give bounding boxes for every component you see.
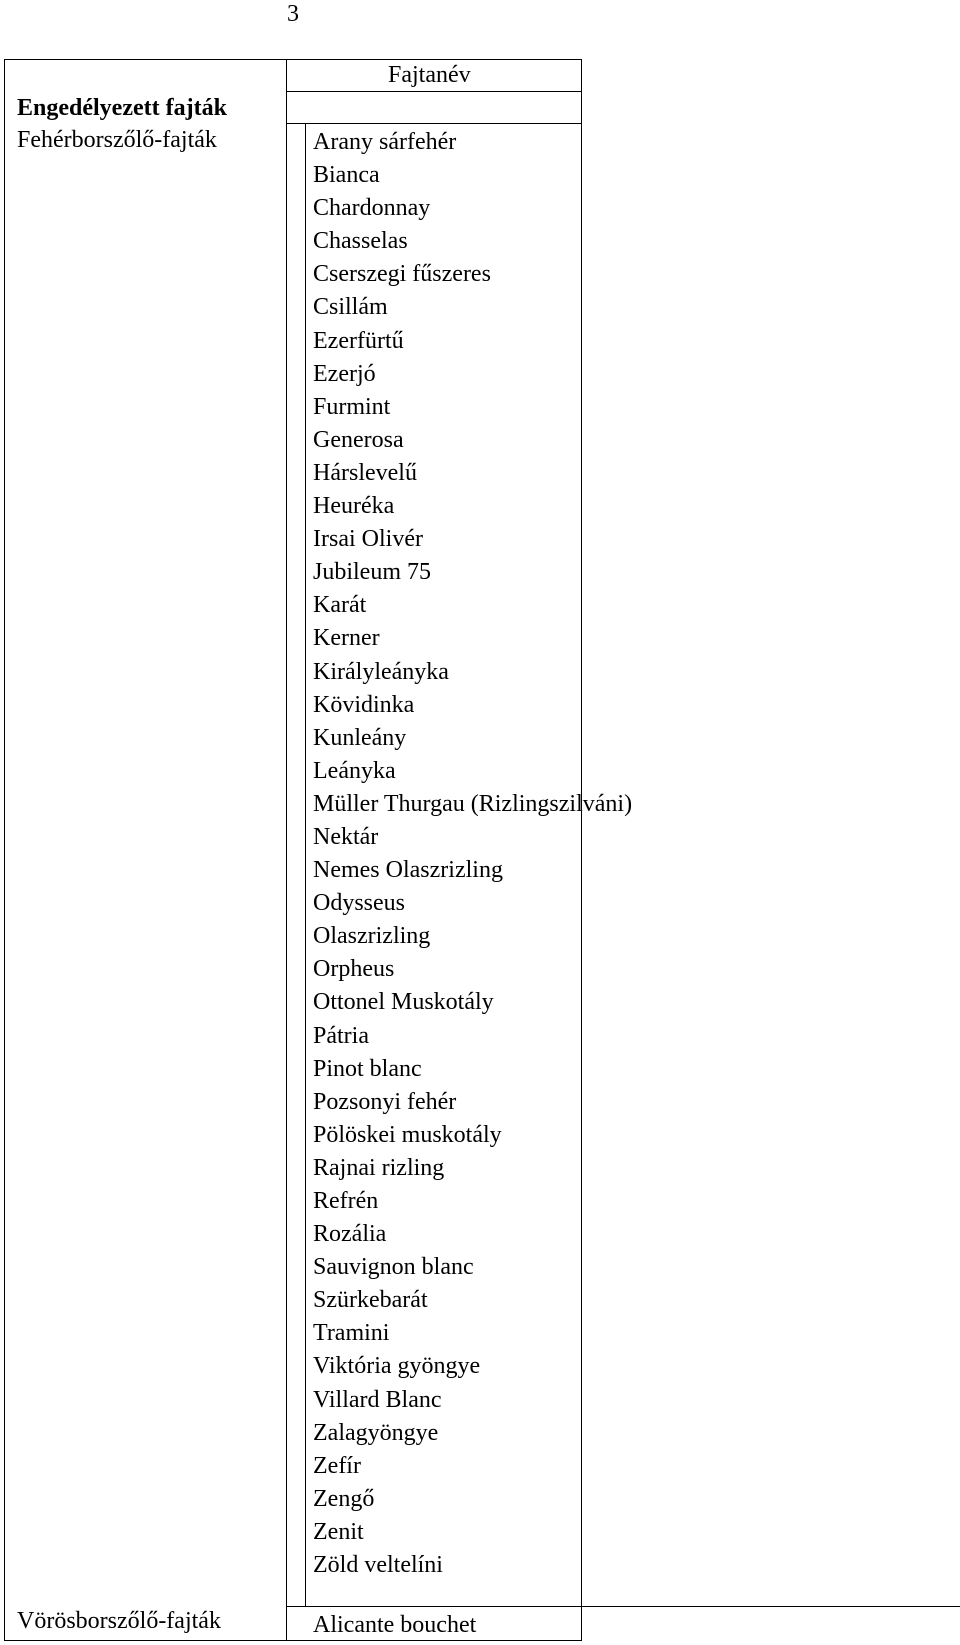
white-variety-list xyxy=(313,126,632,1582)
section-title: Engedélyezett fajták xyxy=(17,95,227,121)
white-group-label: Fehérborszőlő-fajták xyxy=(17,127,217,153)
white-variety-item: Chardonnay xyxy=(313,195,431,222)
white-variety-item: Szürkebarát xyxy=(313,1287,428,1314)
white-variety-item: Irsai Olivér xyxy=(313,526,423,553)
white-variety-item: Rajnai rizling xyxy=(313,1154,445,1181)
white-variety-item: Nemes Olaszrizling xyxy=(313,857,503,884)
white-variety-item: Olaszrizling xyxy=(313,923,431,950)
white-variety-item: Sauvignon blanc xyxy=(313,1254,474,1281)
white-variety-item: Zalagyöngye xyxy=(313,1419,439,1446)
white-variety-item: Ezerfürtű xyxy=(313,327,404,354)
white-variety-item: Pátria xyxy=(313,1022,369,1049)
white-variety-item: Ottonel Muskotály xyxy=(313,989,494,1016)
group-separator-rule xyxy=(286,1606,960,1607)
white-variety-item: Nektár xyxy=(313,823,379,850)
white-variety-item: Pölöskei muskotály xyxy=(313,1121,502,1148)
header-rule-top xyxy=(286,91,582,92)
white-variety-item: Kunleány xyxy=(313,724,407,751)
white-variety-item: Cserszegi fűszeres xyxy=(313,261,491,288)
page-number: 3 xyxy=(287,1,299,27)
white-group-inner-rule xyxy=(305,123,306,1606)
white-variety-item: Tramini xyxy=(313,1320,390,1347)
white-variety-item: Zefír xyxy=(313,1452,361,1479)
white-variety-item: Bianca xyxy=(313,162,380,189)
white-variety-item: Jubileum 75 xyxy=(313,559,431,586)
white-variety-item: Arany sárfehér xyxy=(313,129,457,155)
white-variety-item: Kerner xyxy=(313,625,380,652)
white-variety-item: Pinot blanc xyxy=(313,1055,422,1082)
white-variety-item: Királyleányka xyxy=(313,658,449,685)
white-variety-item: Viktória gyöngye xyxy=(313,1353,481,1380)
white-variety-item: Pozsonyi fehér xyxy=(313,1088,457,1115)
white-variety-item: Furmint xyxy=(313,393,391,420)
column-divider xyxy=(286,59,287,1641)
white-variety-item: Karát xyxy=(313,592,367,619)
white-variety-item: Zöld veltelíni xyxy=(313,1552,443,1579)
red-variety-item: Alicante bouchet xyxy=(313,1612,477,1638)
white-variety-item: Chasselas xyxy=(313,228,408,255)
white-variety-item: Rozália xyxy=(313,1221,387,1248)
white-variety-item: Ezerjó xyxy=(313,360,376,387)
white-variety-item: Kövidinka xyxy=(313,691,415,718)
header-rule-bottom xyxy=(286,123,582,124)
red-group-label: Vörösborszőlő-fajták xyxy=(17,1608,221,1634)
white-variety-item: Leányka xyxy=(313,757,396,784)
white-variety-item: Hárslevelű xyxy=(313,459,417,486)
white-variety-item: Odysseus xyxy=(313,890,406,917)
column-header-fajtanev: Fajtanév xyxy=(388,62,471,88)
white-variety-item: Orpheus xyxy=(313,956,395,983)
white-variety-item: Zengő xyxy=(313,1485,375,1512)
white-variety-item: Villard Blanc xyxy=(313,1386,442,1413)
white-variety-item: Zenit xyxy=(313,1518,364,1545)
white-variety-item: Müller Thurgau (Rizlingszilváni) xyxy=(313,790,633,817)
white-variety-item: Heuréka xyxy=(313,493,395,520)
white-variety-item: Refrén xyxy=(313,1188,379,1214)
white-variety-item: Csillám xyxy=(313,294,388,321)
white-variety-item: Generosa xyxy=(313,426,404,453)
